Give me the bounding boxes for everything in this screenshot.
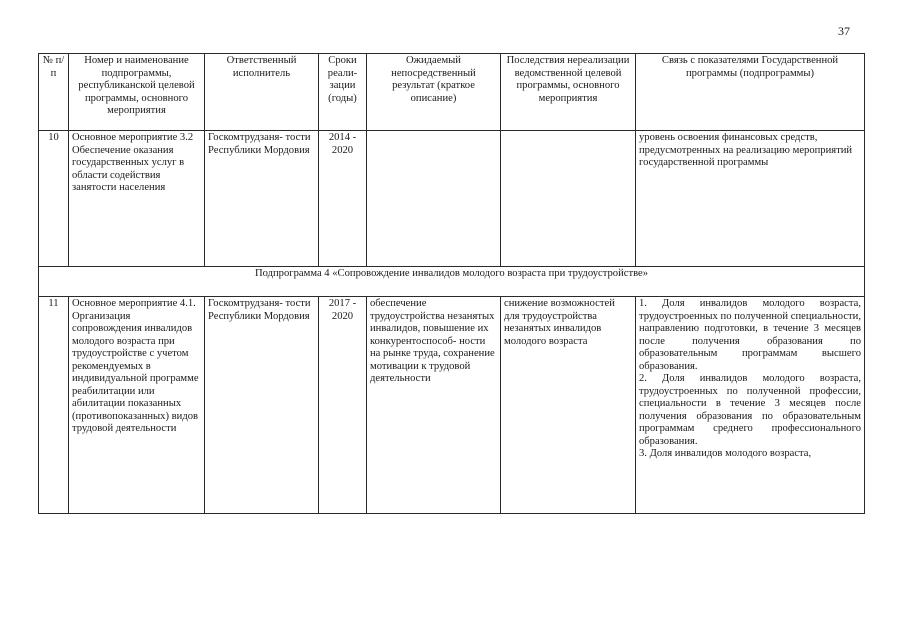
row-number: 10	[39, 131, 69, 267]
subprogram-row	[39, 267, 865, 297]
header-consequences: Последствия нереализации ведомственной целевой программы, основного мероприятия	[501, 54, 636, 131]
header-name: Номер и наименование подпрограммы, республиканской целевой программы, основного мероприятия	[69, 54, 205, 131]
row-indicators	[636, 297, 865, 514]
row-result	[367, 131, 501, 267]
row-name: Основное мероприятие 3.2 Обеспечение оказания государственных услуг в области содействия занятости населения	[69, 131, 205, 267]
row-executor: Госкомтрудзаня- тости Республики Мордовия	[205, 131, 319, 267]
indicator-item: 3. Доля инвалидов молодого возраста,	[639, 448, 812, 459]
header-years: Сроки реали- зации (годы)	[319, 54, 367, 131]
row-indicators: уровень освоения финансовых средств, предусмотренных на реализацию мероприятий государственной программы	[636, 131, 865, 267]
row-consequences: снижение возможностей для трудоустройства незанятых инвалидов молодого возраста	[501, 297, 636, 514]
header-executor: Ответственный исполнитель	[205, 54, 319, 131]
row-executor: Госкомтрудзаня- тости Республики Мордовия	[205, 297, 319, 514]
row-consequences	[501, 131, 636, 267]
page-number: 37	[838, 24, 850, 38]
header-number: № п/п	[39, 54, 69, 131]
row-years: 2017 - 2020	[319, 297, 367, 514]
table-row	[39, 131, 865, 267]
header-indicators: Связь с показателями Государственной программы (подпрограммы)	[636, 54, 865, 131]
program-table	[38, 53, 865, 514]
header-result: Ожидаемый непосредственный результат (краткое описание)	[367, 54, 501, 131]
indicator-item: 1. Доля инвалидов молодого возраста, трудоустроенных по полученной специальности, направлению подготовки, в течение 3 месяцев после получения образования по образовательным программам высшего образования.	[639, 298, 861, 372]
indicator-item: 2. Доля инвалидов молодого возраста, трудоустроенных по полученной профессии, специальности в течение 3 месяцев после получения образования по образовательным программам среднего профессионального образования.	[639, 373, 861, 447]
table-header-row	[39, 54, 865, 131]
table-row	[39, 297, 865, 514]
subprogram-title: Подпрограмма 4 «Сопровождение инвалидов молодого возраста при трудоустройстве»	[39, 267, 865, 297]
row-years: 2014 - 2020	[319, 131, 367, 267]
row-result: обеспечение трудоустройства незанятых инвалидов, повышение их конкурентоспособ- ности на рынке труда, сохранение мотивации к трудовой деятельности	[367, 297, 501, 514]
row-number: 11	[39, 297, 69, 514]
row-name: Основное мероприятие 4.1. Организация сопровождения инвалидов молодого возраста при трудоустройстве с учетом рекомендуемых в индивидуальной программе реабилитации или абилитации показанных (противопоказанных) видов трудовой деятельности	[69, 297, 205, 514]
